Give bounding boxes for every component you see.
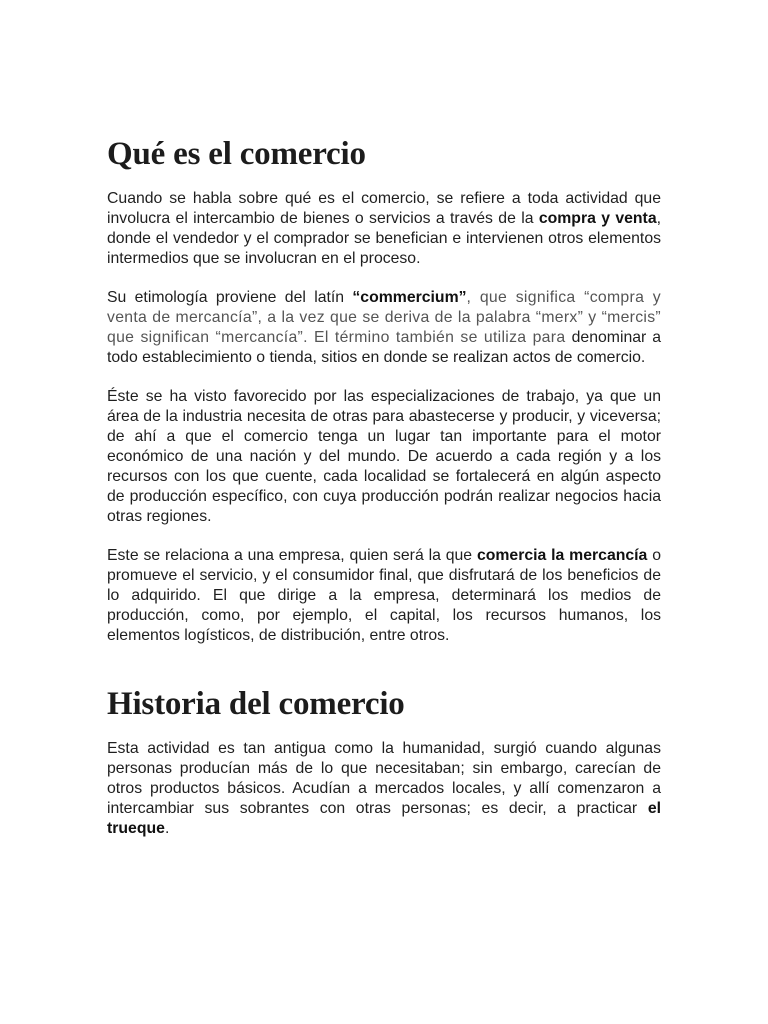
paragraph-text: Esta actividad es tan antigua como la humanidad, surgió cuando algunas personas producían más de lo que necesitaban; sin embargo, carecían de otros productos básicos. Acudían a mercados locales, y allí comenzaron a intercambiar sus sobrantes con otras personas; es decir, a practicar: [107, 740, 661, 817]
bold-term-compra-y-venta: compra y venta: [538, 210, 657, 227]
section-heading-que-es-el-comercio: Qué es el comercio: [107, 136, 366, 172]
document-page: [107, 0, 661, 839]
paragraph-text: Este se relaciona a una empresa, quien será la que: [107, 547, 477, 564]
bold-term-el-trueque: el trueque: [107, 800, 661, 837]
paragraph-text: o promueve el servicio, y el consumidor final, que disfrutará de los beneficios de lo adquirido. El que dirige a la empresa, determinará los medios de producción, como, por ejemplo, el capital, los recursos humanos, los elementos logísticos, de distribución, entre otros.: [107, 547, 661, 644]
section-heading-historia-del-comercio: Historia del comercio: [107, 686, 405, 722]
paragraph-definition: [107, 189, 661, 269]
paragraph-text: Su etimología proviene del latín: [107, 289, 353, 306]
paragraph-text: , donde el vendedor y el comprador se benefician e intervienen otros elementos intermedios que se involucran en el proceso.: [107, 210, 661, 267]
paragraph-text: Cuando se habla sobre qué es el comercio, se refiere a toda actividad que involucra el intercambio de bienes o servicios a través de la: [107, 190, 661, 227]
bold-term-comercia-la-mercancia: comercia la mercancía: [476, 547, 648, 564]
paragraph-etymology: [107, 288, 661, 368]
paragraph-text: denominar a todo establecimiento o tienda, sitios en donde se realizan actos de comercio.: [107, 329, 661, 366]
paragraph-enterprise: [107, 546, 661, 646]
paragraph-text-light: , que significa “compra y venta de mercancía”, a la vez que se deriva de la palabra “merx” y “mercis” que significan “mercancía”. El término también se utiliza para: [107, 289, 661, 346]
paragraph-history: [107, 739, 661, 839]
paragraph-specialization: Éste se ha visto favorecido por las especializaciones de trabajo, ya que un área de la industria necesita de otras para abastecerse y producir, y viceversa; de ahí a que el comercio tenga un lugar tan importante para el motor económico de una nación y del mundo. De acuerdo a cada región y a los recursos con los que cuente, cada localidad se fortalecerá en algún aspecto de producción específico, con cuya producción podrán realizar negocios hacia otras regiones.: [107, 388, 661, 525]
paragraph-text: .: [164, 820, 170, 837]
bold-term-commercium: “commercium”: [352, 289, 467, 306]
